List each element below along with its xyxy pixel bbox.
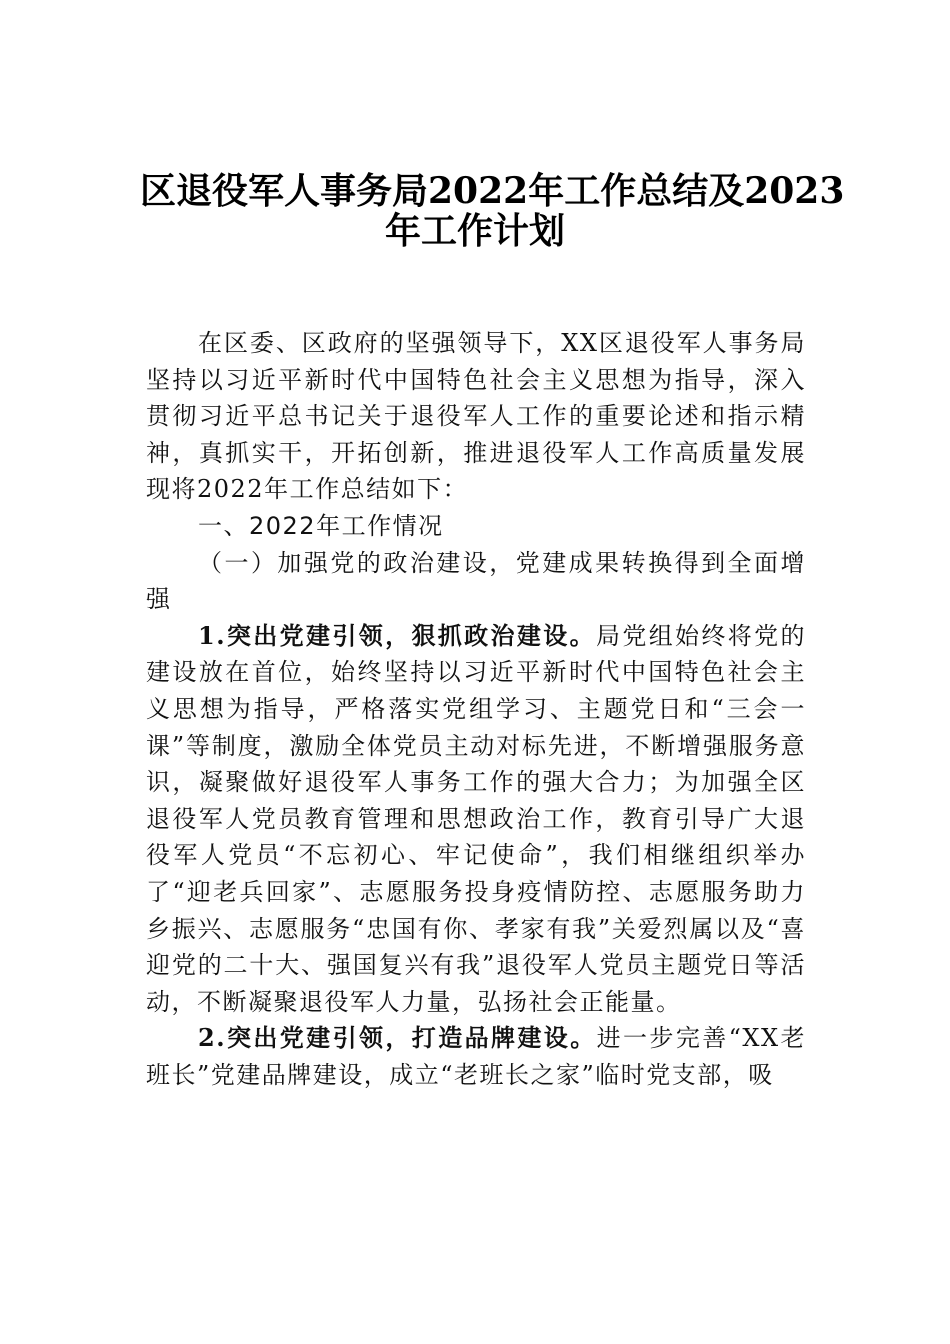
item-1-lead: 1.突出党建引领，狠抓政治建设。 [198,620,596,650]
item-2-paragraph [146,1020,806,1093]
document-body [146,325,806,1093]
item-2-lead: 2.突出党建引领，打造品牌建设。 [198,1023,597,1053]
item-2-body: 进一步完善“XX老班长”党建品牌建设，成立“老班长之家”临时党支部，吸 [146,1024,806,1089]
document-title-line-1: 区退役军人事务局2022年工作总结及2023 [140,170,845,212]
item-1-paragraph [146,618,806,1021]
section-heading: 一、2022年工作情况 [198,511,444,540]
item-1-body: 局党组始终将党的建设放在首位，始终坚持以习近平新时代中国特色社会主义思想为指导，严格落实党组学习、主题党日和“三会一课”等制度，激励全体党员主动对标先进，不断增强服务意识，凝聚做好退役军人事务工作的强大合力；为加强全区退役军人党员教育管理和思想政治工作，教育引导广大退役军人党员“不忘初心、牢记使命”，我们相继组织举办了“迎老兵回家”、志愿服务投身疫情防控、志愿服务助力乡振兴、志愿服务“忠国有你、孝家有我”关爱烈属以及“喜迎党的二十大、强国复兴有我”退役军人党员主题党日等活动，不断凝聚退役军人力量，弘扬社会正能量。 [146,621,806,1016]
document-title-line-2: 年工作计划 [384,210,565,252]
subsection-heading: （一）加强党的政治建设，党建成果转换得到全面增强 [146,548,806,614]
intro-paragraph: 在区委、区政府的坚强领导下，XX区退役军人事务局坚持以习近平新时代中国特色社会主义思想为指导，深入贯彻习近平总书记关于退役军人工作的重要论述和指示精神，真抓实干，开拓创新，推进退役军人工作高质量发展现将2022年工作总结如下： [146,329,806,504]
